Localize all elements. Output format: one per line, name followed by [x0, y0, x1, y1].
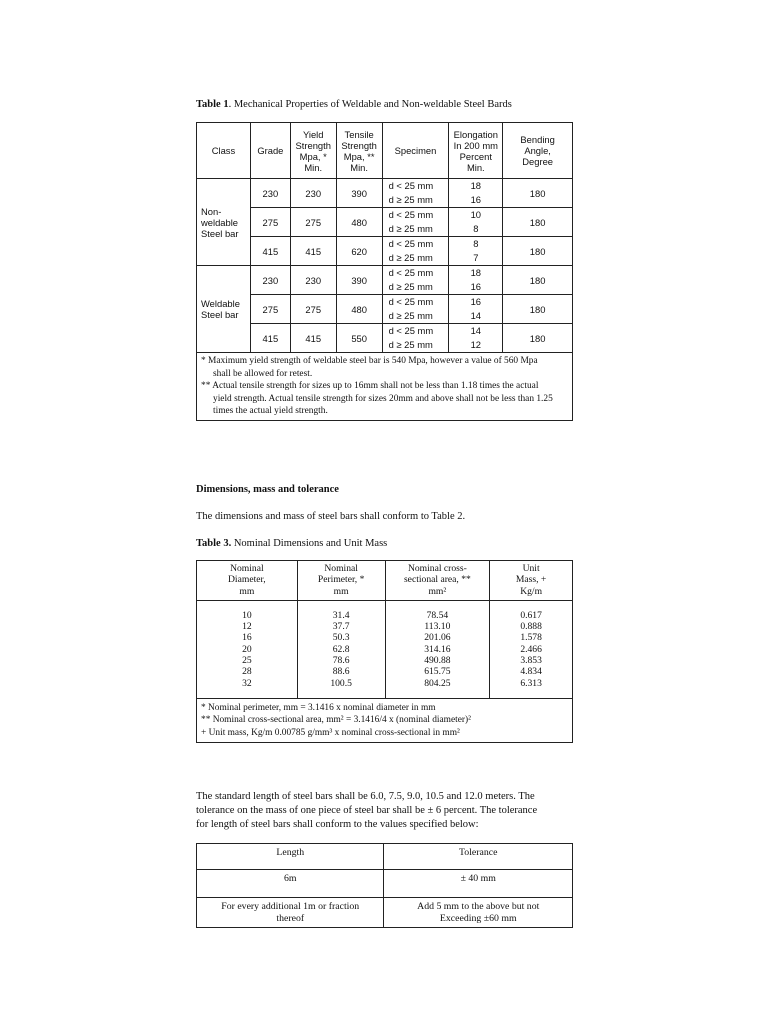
cell-tensile: 480 [336, 295, 382, 324]
cell-specimen: d < 25 mm d ≥ 25 mm [382, 237, 449, 266]
header-length: Length [197, 844, 384, 870]
cell-grade: 230 [250, 179, 290, 208]
cell-yield: 415 [290, 324, 336, 353]
cell-yield: 415 [290, 237, 336, 266]
cell-yield: 230 [290, 266, 336, 295]
table1-header-row [197, 123, 573, 179]
table-row [197, 237, 573, 266]
header-specimen: Specimen [382, 123, 449, 179]
table-row [197, 898, 573, 928]
mechanical-properties-table [196, 122, 573, 421]
tolerance-header-row [197, 844, 573, 870]
footnote: times the actual yield strength. [213, 406, 328, 417]
footnote: yield strength. Actual tensile strength for sizes 20mm and above shall not be less than 1.25 [213, 393, 553, 404]
cell-yield: 275 [290, 295, 336, 324]
header-yield: Yield Strength Mpa, * Min. [290, 123, 336, 179]
cell-tensile: 480 [336, 208, 382, 237]
footnote: * Nominal perimeter, mm = 3.1416 x nominal diameter in mm [201, 702, 436, 713]
cell-tolerance: Add 5 mm to the above but not Exceeding ±60 mm [384, 898, 573, 928]
perimeter-column: 31.4 37.7 50.3 62.8 78.6 88.6 100.5 [297, 600, 385, 698]
header-mass: Unit Mass, + Kg/m [490, 561, 573, 601]
cell-bending: 180 [503, 208, 573, 237]
header-class: Class [197, 123, 251, 179]
table1-notes-row [197, 353, 573, 421]
cell-specimen: d < 25 mm d ≥ 25 mm [382, 295, 449, 324]
section-heading: Dimensions, mass and tolerance [196, 484, 339, 495]
footnote: + Unit mass, Kg/m 0.00785 g/mm³ x nominal cross-sectional in mm² [201, 727, 460, 738]
cell-specimen: d < 25 mm d ≥ 25 mm [382, 208, 449, 237]
cell-bending: 180 [503, 324, 573, 353]
table3-notes-row [197, 698, 573, 743]
cell-grade: 415 [250, 324, 290, 353]
table1-footnotes [197, 353, 573, 421]
cell-bending: 180 [503, 295, 573, 324]
table-row [197, 870, 573, 898]
table-row [197, 208, 573, 237]
cell-grade: 275 [250, 295, 290, 324]
header-diameter: Nominal Diameter, mm [197, 561, 298, 601]
footnote: shall be allowed for retest. [213, 368, 313, 379]
table3-caption: Table 3. Nominal Dimensions and Unit Mass [196, 538, 388, 549]
footnote: ** Nominal cross-sectional area, mm² = 3.1416/4 x (nominal diameter)² [201, 715, 471, 726]
header-tolerance: Tolerance [384, 844, 573, 870]
header-tensile: Tensile Strength Mpa, ** Min. [336, 123, 382, 179]
cell-elongation: 14 12 [449, 324, 503, 353]
cell-elongation: 18 16 [449, 266, 503, 295]
cell-elongation: 18 16 [449, 179, 503, 208]
cell-elongation: 16 14 [449, 295, 503, 324]
section-text: The dimensions and mass of steel bars shall conform to Table 2. [196, 511, 466, 522]
table1-caption: Table 1. Mechanical Properties of Weldable and Non-weldable Steel Bards [196, 99, 512, 110]
table3-footnotes [197, 698, 573, 743]
header-area: Nominal cross- sectional area, ** mm² [385, 561, 490, 601]
header-elongation: Elongation In 200 mm Percent Min. [449, 123, 503, 179]
footnote: * Maximum yield strength of weldable steel bar is 540 Mpa, however a value of 560 Mpa [201, 356, 538, 366]
cell-length: For every additional 1m or fraction thereof [197, 898, 384, 928]
cell-specimen: d < 25 mm d ≥ 25 mm [382, 324, 449, 353]
footnote: ** Actual tensile strength for sizes up to 16mm shall not be less than 1.18 times the actual [201, 381, 539, 392]
cell-elongation: 8 7 [449, 237, 503, 266]
cell-yield: 230 [290, 179, 336, 208]
cell-length: 6m [197, 870, 384, 898]
table-row [197, 266, 573, 295]
length-paragraph: The standard length of steel bars shall be 6.0, 7.5, 9.0, 10.5 and 12.0 meters. The tolerance on the mass of one piece of steel bar shall be ± 6 percent. The tolerance for length of steel bars shall conform to the values specified below: [196, 791, 538, 830]
mass-column: 0.617 0.888 1.578 2.466 3.853 4.834 6.313 [490, 600, 573, 698]
header-perimeter: Nominal Perimeter, * mm [297, 561, 385, 601]
header-bending: Bending Angle, Degree [503, 123, 573, 179]
cell-bending: 180 [503, 179, 573, 208]
cell-tolerance: ± 40 mm [384, 870, 573, 898]
diameter-column: 10 12 16 20 25 28 32 [197, 600, 298, 698]
cell-grade: 415 [250, 237, 290, 266]
cell-specimen: d < 25 mm d ≥ 25 mm [382, 266, 449, 295]
cell-bending: 180 [503, 237, 573, 266]
cell-tensile: 620 [336, 237, 382, 266]
table-row [197, 295, 573, 324]
cell-bending: 180 [503, 266, 573, 295]
cell-specimen: d < 25 mm d ≥ 25 mm [382, 179, 449, 208]
area-column: 78.54 113.10 201.06 314.16 490.88 615.75 804.25 [385, 600, 490, 698]
tolerance-table [196, 843, 573, 928]
cell-yield: 275 [290, 208, 336, 237]
table3-body-row [197, 600, 573, 698]
class-non-weldable: Non- weldable Steel bar [197, 179, 251, 266]
table-row [197, 179, 573, 208]
cell-grade: 275 [250, 208, 290, 237]
cell-tensile: 390 [336, 179, 382, 208]
class-weldable: Weldable Steel bar [197, 266, 251, 353]
table-row [197, 324, 573, 353]
header-grade: Grade [250, 123, 290, 179]
cell-tensile: 550 [336, 324, 382, 353]
nominal-dimensions-table [196, 560, 573, 743]
cell-tensile: 390 [336, 266, 382, 295]
table3-header-row [197, 561, 573, 601]
cell-elongation: 10 8 [449, 208, 503, 237]
cell-grade: 230 [250, 266, 290, 295]
